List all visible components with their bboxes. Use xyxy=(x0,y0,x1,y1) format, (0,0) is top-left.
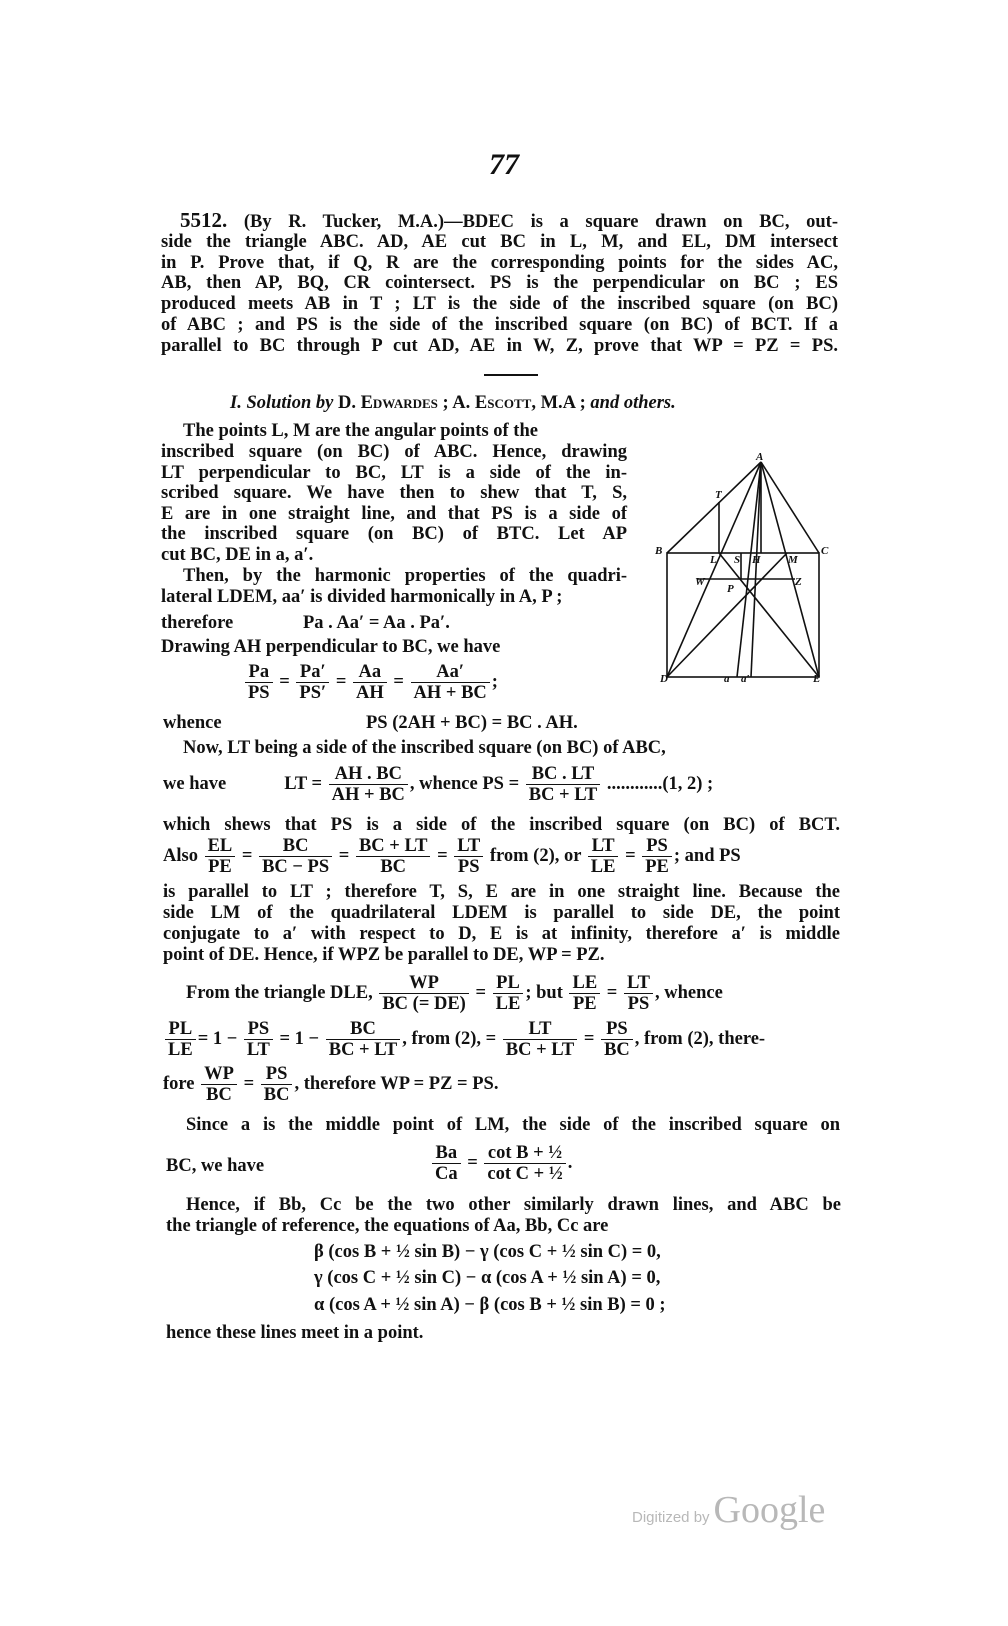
fraction-numerator: PS xyxy=(601,1019,633,1040)
fraction xyxy=(484,1143,565,1184)
solution-suffix: and others. xyxy=(590,393,676,413)
fraction xyxy=(329,764,408,805)
equation-line-2: γ (cos C + ½ sin C) − α (cos A + ½ sin A) = 0, xyxy=(314,1268,661,1288)
fraction-denominator: BC xyxy=(380,857,407,877)
therefore-word: therefore xyxy=(161,613,234,633)
equation-pl: $\frac{PL}{LE}$ = 1 − $\frac{PS}{LT}$ = 1 − $\frac{BC}{BC + LT}$ , from (2), = $\frac{LT}{BC + LT}$ = $\frac{PS}{BC}$ , from (2), there- xyxy=(163,1019,765,1060)
fraction-numerator: EL xyxy=(205,836,236,857)
fraction-numerator: Aa′ xyxy=(411,662,490,683)
fraction xyxy=(245,662,273,703)
label-H: H xyxy=(752,554,761,566)
label-P: P xyxy=(727,583,734,595)
para4-line-2: the triangle of reference, the equations of Aa, Bb, Cc are xyxy=(166,1216,609,1236)
fraction-denominator: BC + LT xyxy=(328,1040,398,1060)
fraction-denominator: LE xyxy=(590,857,616,877)
fraction-denominator: BC xyxy=(604,1040,630,1060)
whence-word: whence xyxy=(163,713,222,733)
fraction xyxy=(353,662,387,703)
label-W: W xyxy=(695,576,705,588)
fraction-numerator: Aa xyxy=(353,662,387,683)
fraction-denominator: PS xyxy=(457,857,480,877)
fraction xyxy=(326,1019,400,1060)
problem-line-5: produced meets AB in T ; LT is the side of the inscribed square (on BC) xyxy=(161,294,838,314)
para1-line-5: E are in one straight line, and that PS is a side of xyxy=(161,504,627,524)
fraction-numerator: BC . LT xyxy=(526,764,600,785)
fraction xyxy=(356,836,430,877)
fraction-denominator: PE xyxy=(208,857,232,877)
fraction xyxy=(503,1019,577,1060)
fraction-numerator: PL xyxy=(493,973,524,994)
fraction-numerator: Pa xyxy=(245,662,273,683)
fraction-numerator: LE xyxy=(569,973,600,994)
problem-line-1 xyxy=(180,210,838,233)
fraction-numerator: BC + LT xyxy=(356,836,430,857)
fraction xyxy=(379,973,469,1014)
fraction-denominator: LE xyxy=(168,1040,193,1060)
fraction xyxy=(165,1019,196,1060)
fraction xyxy=(411,662,490,703)
equation-bc: $\frac{Ba}{Ca}$ = $\frac{\text{cot B + ½}}{\text{cot C + ½}}$ . xyxy=(430,1143,572,1184)
para2-line-1: Then, by the harmonic properties of the quadri- xyxy=(183,566,627,586)
equation-line-1: β (cos B + ½ sin B) − γ (cos C + ½ sin C) = 0, xyxy=(314,1242,661,1262)
para1-line-7: cut BC, DE in a, a′. xyxy=(161,545,314,565)
fraction xyxy=(588,836,619,877)
label-D: D xyxy=(660,673,668,685)
label-S: S xyxy=(734,554,741,566)
fraction-denominator: BC + LT xyxy=(528,785,598,805)
problem-line-7: parallel to BC through P cut AD, AE in W, Z, prove that WP = PZ = PS. xyxy=(161,336,838,356)
problem-line-4: AB, then AP, BQ, CR cointersect. PS is the perpendicular on BC ; ES xyxy=(161,273,838,293)
fraction xyxy=(244,1019,273,1060)
fraction-denominator: cot C + ½ xyxy=(487,1164,563,1184)
label-L: L xyxy=(710,554,717,566)
para1-line-6: the inscribed square (on BC) of BTC. Let AP xyxy=(161,524,627,544)
fraction-denominator: BC xyxy=(263,1085,290,1105)
label-Z: Z xyxy=(795,576,802,588)
fraction xyxy=(261,1064,293,1105)
solution-authors: D. Edwardes ; A. Escott, M.A ; xyxy=(337,393,586,413)
fraction-numerator: LT xyxy=(503,1019,577,1040)
solution-prefix: I. Solution by xyxy=(230,393,334,413)
label-a: a xyxy=(724,673,730,685)
equation-ratio: $\frac{Pa}{PS}$ = $\frac{Pa'}{PS'}$ = $\frac{Aa}{AH}$ = $\frac{Aa'}{AH + BC}$ ; xyxy=(243,662,498,703)
fraction-denominator: PS′ xyxy=(299,683,327,703)
fraction-denominator: PS xyxy=(248,683,270,703)
fraction xyxy=(493,973,524,1014)
label-a-prime: a′ xyxy=(741,673,750,685)
para1-line-3: LT perpendicular to BC, LT is a side of the in- xyxy=(161,463,627,483)
equation-fore: fore $\frac{WP}{BC}$ = $\frac{PS}{BC}$ , therefore WP = PZ = PS. xyxy=(163,1064,499,1105)
bc-we-have: BC, we have xyxy=(166,1156,265,1176)
fraction-numerator: PS xyxy=(642,836,672,857)
fraction xyxy=(569,973,600,1014)
fraction-numerator: AH . BC xyxy=(329,764,408,785)
drawing-line: Drawing AH perpendicular to BC, we have xyxy=(161,637,501,657)
final-line: hence these lines meet in a point. xyxy=(166,1323,424,1343)
solution-heading xyxy=(230,393,676,414)
problem-line-3: in P. Prove that, if Q, R are the corresponding points for the sides AC, xyxy=(161,253,838,273)
fraction xyxy=(432,1143,461,1184)
equation-line-3: α (cos A + ½ sin A) − β (cos B + ½ sin B) = 0 ; xyxy=(314,1295,666,1315)
fraction-numerator: LT xyxy=(624,973,653,994)
shews-line: which shews that PS is a side of the inscribed square (on BC) of BCT. xyxy=(163,815,840,835)
label-E: E xyxy=(813,673,821,685)
fraction-numerator: PS xyxy=(244,1019,273,1040)
section-divider xyxy=(484,374,538,376)
fraction-numerator: WP xyxy=(201,1064,237,1085)
fraction xyxy=(205,836,236,877)
equation-dle: From the triangle DLE, $\frac{WP}{BC (= DE)}$ = $\frac{PL}{LE}$ ; but $\frac{LE}{PE}$ = $\frac{LT}{PS}$ , whence xyxy=(186,973,723,1014)
equation-lt: we have LT = $\frac{AH . BC}{AH + BC}$ , whence PS = $\frac{BC . LT}{BC + LT}$ ............(1, 2) ; xyxy=(163,764,714,805)
fraction-numerator: BC xyxy=(259,836,332,857)
page-number: 77 xyxy=(489,148,519,181)
fraction xyxy=(259,836,332,877)
fraction xyxy=(201,1064,237,1105)
fraction-denominator: BC − PS xyxy=(262,857,330,877)
equation-harmonic: Pa . Aa′ = Aa . Pa′. xyxy=(303,613,450,633)
fraction xyxy=(296,662,329,703)
fraction-denominator: Ca xyxy=(435,1164,458,1184)
fraction xyxy=(624,973,653,1014)
label-A: A xyxy=(756,451,764,463)
para2-line-2: lateral LDEM, aa′ is divided harmonically in A, P ; xyxy=(161,587,563,607)
now-line: Now, LT being a side of the inscribed square (on BC) of ABC, xyxy=(183,738,666,758)
label-C: C xyxy=(821,545,829,557)
fraction-denominator: BC xyxy=(206,1085,232,1105)
para4-line-1: Hence, if Bb, Cc be the two other similarly drawn lines, and ABC be xyxy=(186,1195,841,1215)
fraction-numerator: PS xyxy=(261,1064,293,1085)
para3-line-1: is parallel to LT ; therefore T, S, E are in one straight line. Because the xyxy=(163,882,840,902)
fraction-numerator: cot B + ½ xyxy=(484,1143,565,1164)
fraction-denominator: PE xyxy=(573,994,597,1014)
fraction xyxy=(601,1019,633,1060)
fraction xyxy=(454,836,483,877)
label-B: B xyxy=(655,545,663,557)
fraction-denominator: PS xyxy=(627,994,650,1014)
para1-line-4: scribed square. We have then to shew that T, S, xyxy=(161,483,627,503)
fraction-denominator: LT xyxy=(246,1040,270,1060)
problem-line-2: side the triangle ABC. AD, AE cut BC in L, M, and EL, DM intersect xyxy=(161,232,838,252)
para1-line-2: inscribed square (on BC) of ABC. Hence, drawing xyxy=(161,442,627,462)
fraction-denominator: AH + BC xyxy=(413,683,487,703)
fraction-numerator: PL xyxy=(165,1019,196,1040)
para3-line-4: point of DE. Hence, if WPZ be parallel to DE, WP = PZ. xyxy=(163,945,605,965)
equation-also: Also $\frac{EL}{PE}$ = $\frac{BC}{BC - PS}$ = $\frac{BC + LT}{BC}$ = $\frac{LT}{PS}$ from (2), or $\frac{LT}{LE}$ = $\frac{PS}{PE}$ ; and PS xyxy=(163,836,741,877)
fraction-numerator: Pa′ xyxy=(296,662,329,683)
problem-text: (By R. Tucker, M.A.)—BDEC is a square drawn on BC, out- xyxy=(243,212,839,232)
fraction xyxy=(526,764,600,805)
fraction-denominator: LE xyxy=(495,994,521,1014)
fraction-denominator: PE xyxy=(645,857,669,877)
para3-line-2: side LM of the quadrilateral LDEM is parallel to side DE, the point xyxy=(163,903,840,923)
label-M: M xyxy=(788,554,798,566)
fraction-denominator: BC + LT xyxy=(505,1040,575,1060)
problem-line-6: of ABC ; and PS is the side of the inscribed square (on BC) of BCT. If a xyxy=(161,315,838,335)
fraction-numerator: LT xyxy=(588,836,619,857)
label-T: T xyxy=(715,489,722,501)
fraction-numerator: LT xyxy=(454,836,483,857)
geometry-figure xyxy=(655,450,835,690)
para1-line-1: The points L, M are the angular points of the xyxy=(183,421,538,441)
fraction-denominator: AH xyxy=(355,683,384,703)
fraction xyxy=(642,836,672,877)
since-line: Since a is the middle point of LM, the side of the inscribed square on xyxy=(186,1115,840,1135)
fraction-denominator: AH + BC xyxy=(331,785,405,805)
fraction-numerator: Ba xyxy=(432,1143,461,1164)
fraction-numerator: WP xyxy=(379,973,469,994)
google-watermark: Digitized by Google xyxy=(632,1489,826,1531)
fraction-numerator: BC xyxy=(326,1019,400,1040)
equation-whence: PS (2AH + BC) = BC . AH. xyxy=(366,713,578,733)
para3-line-3: conjugate to a′ with respect to D, E is at infinity, therefore a′ is middle xyxy=(163,924,840,944)
fraction-denominator: BC (= DE) xyxy=(382,994,466,1014)
problem-number: 5512. xyxy=(180,208,228,232)
